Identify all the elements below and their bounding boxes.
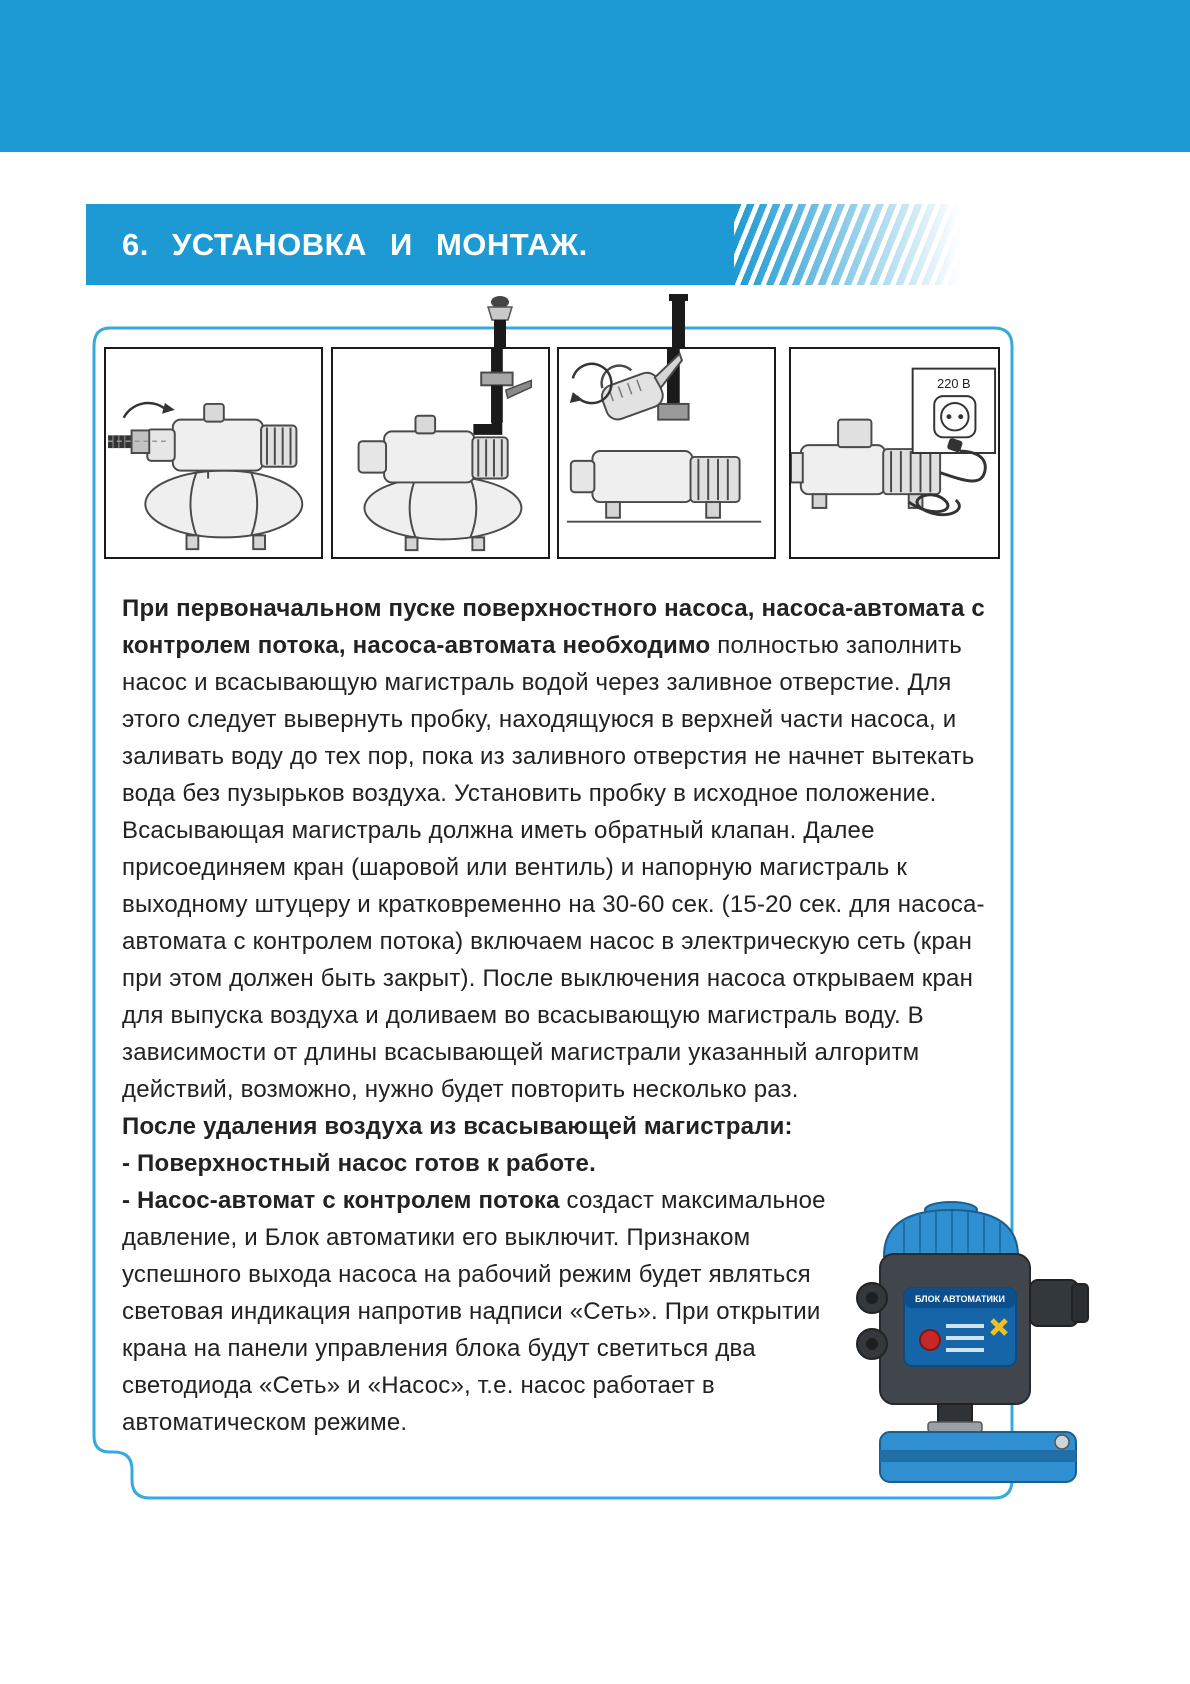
section-title-bar: [86, 204, 992, 285]
suction-hose-fitting-icon: [106, 349, 321, 557]
section-title: 6. УСТАНОВКА И МОНТАЖ.: [122, 226, 588, 262]
header-band: [0, 0, 1190, 152]
power-socket-220v-icon: [791, 349, 998, 557]
list-item-2-rest: создаст максимальное давление, и Блок автоматики его выключит. Признаком успешного выхода насоса на рабочий режим будет являться световая индикация напротив надписи «Сеть». При открытии крана на панели управления блока будут светиться два светодиода «Сеть» и «Насос», т.е. насос работает в автоматическом режиме.: [122, 1187, 826, 1436]
subheading-after-air-removal: После удаления воздуха из всасывающей магистрали:: [122, 1113, 793, 1140]
automation-unit-illustration: [846, 1194, 1106, 1484]
fill-fitting-pipe-stub: [468, 294, 532, 352]
figure-step-1: [104, 347, 323, 559]
list-item-surface-pump: - Поверхностный насос готов к работе.: [122, 1150, 596, 1177]
fill-fitting-valve-icon: [333, 349, 548, 557]
figure-step-4: [789, 347, 1000, 559]
figure-step-3: [557, 347, 776, 559]
list-item-auto-pump: [122, 1182, 834, 1441]
paragraph-1-lead-bold: При первоначальном пуске поверхностного насоса, насоса-автомата с контролем потока, насоса-автомата необходимо: [122, 595, 985, 659]
outlet-pipe-stub: [664, 294, 694, 352]
automation-unit-figure: [846, 1194, 1106, 1484]
figure-step-2: [331, 347, 550, 559]
watering-can-fill-icon: [559, 349, 774, 557]
list-item-2-lead-bold: - Насос-автомат с контролем потока: [122, 1187, 560, 1214]
socket-voltage-label: 220 В: [937, 376, 971, 392]
body-paragraph-1: [122, 590, 1002, 1108]
automation-unit-label: БЛОК АВТОМАТИКИ: [915, 1294, 1005, 1304]
paragraph-1-rest: полностью заполнить насос и всасывающую магистраль водой через заливное отверстие. Для этого следует вывернуть пробку, находящуюся в верхней части насоса, и заливать воду до тех пор, пока из заливного отверстия не начнет вытекать вода без пузырьков воздуха. Установить пробку в исходное положение. Всасывающая магистраль должна иметь обратный клапан. Далее присоединяем кран (шаровой или вентиль) и напорную магистраль к выходному штуцеру и кратковременно на 30-60 сек. (15-20 сек. для насоса-автомата с контролем потока) включаем насос в электрическую сеть (кран при этом должен быть закрыт). После выключения насоса открываем кран для выпуска воздуха и доливаем во всасывающую магистраль воду. В зависимости от длины всасывающей магистрали указанный алгоритм действий, возможно, нужно будет повторить несколько раз.: [122, 632, 985, 1103]
